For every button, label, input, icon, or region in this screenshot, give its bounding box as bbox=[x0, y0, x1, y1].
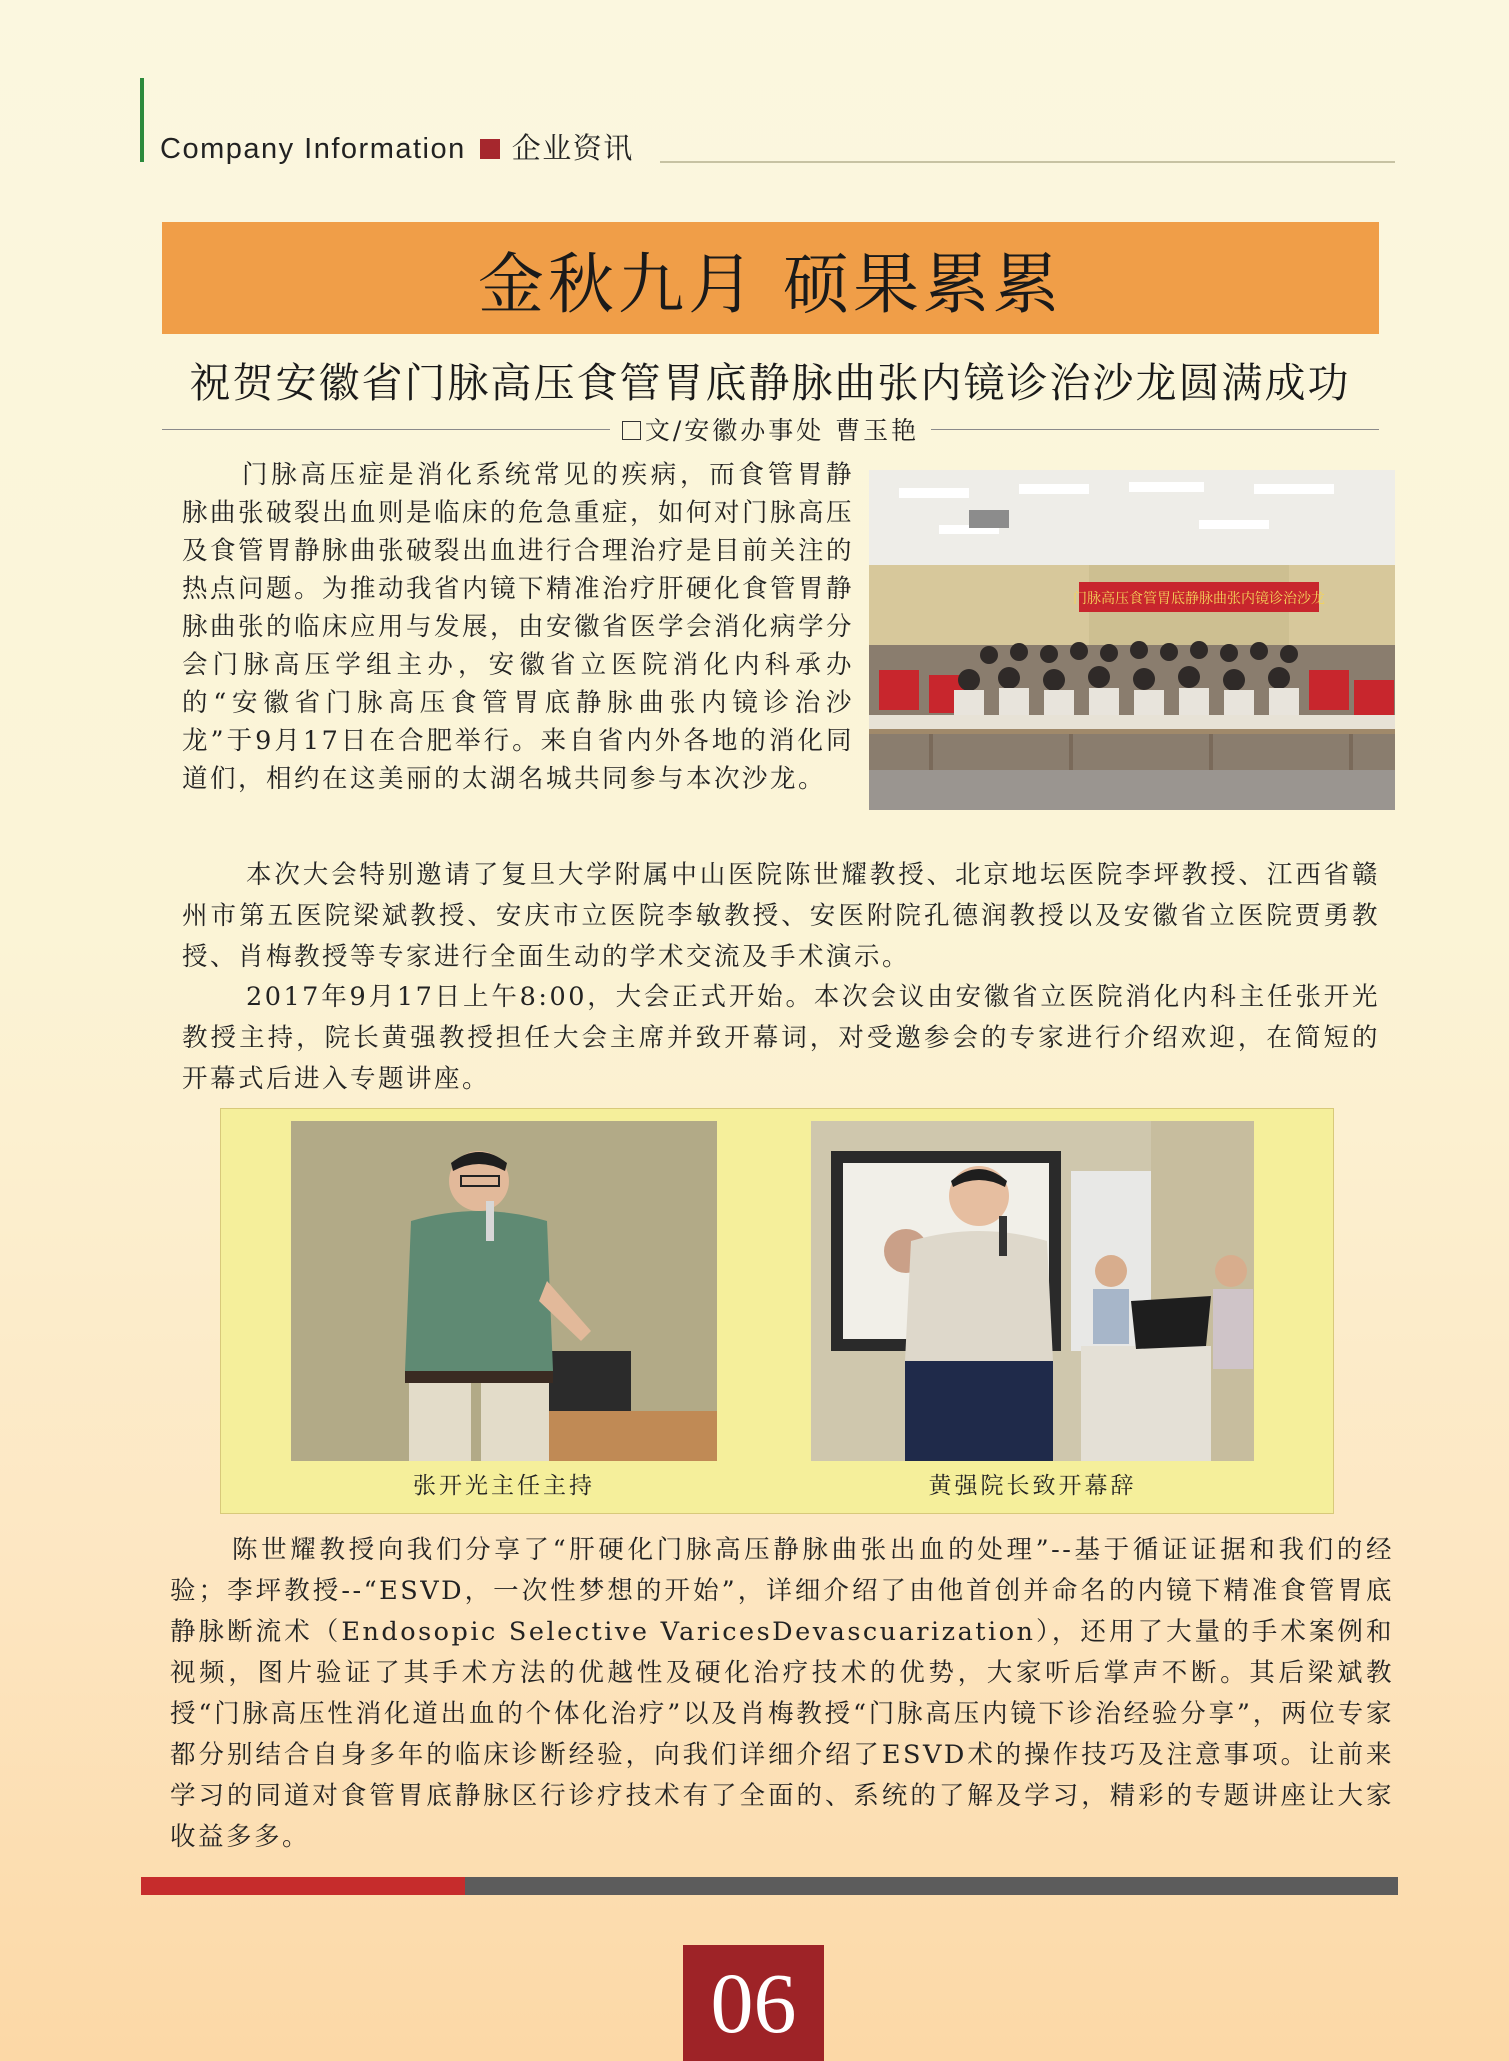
section-header bbox=[160, 126, 634, 167]
president-speech-photo bbox=[811, 1121, 1254, 1461]
photo-caption-1: 张开光主任主持 bbox=[413, 1473, 595, 1499]
header-rule bbox=[660, 161, 1395, 163]
host-speaking-photo bbox=[291, 1121, 717, 1461]
conference-audience-photo bbox=[869, 470, 1395, 810]
byline bbox=[610, 411, 931, 447]
title-banner bbox=[162, 222, 1379, 334]
article-paragraph-3: 2017年9月17日上午8:00，大会正式开始。本次会议由安徽省立医院消化内科主任张开光教授主持，院长黄强教授担任大会主席并致开幕词，对受邀参会的专家进行介绍欢迎，在简短的开幕式后进入专题讲座。 bbox=[182, 982, 1380, 1094]
byline-rule-right bbox=[931, 429, 1379, 430]
section-label-cn: 企业资讯 bbox=[511, 133, 634, 165]
footer-bar-red bbox=[141, 1877, 465, 1895]
article-paragraph-2: 本次大会特别邀请了复旦大学附属中山医院陈世耀教授、北京地坛医院李坪教授、江西省赣州市第五医院梁斌教授、安庆市立医院李敏教授、安医附院孔德润教授以及安徽省立医院贾勇教授、肖梅教授等专家进行全面生动的学术交流及手术演示。 bbox=[182, 860, 1380, 972]
square-bullet-icon bbox=[480, 139, 500, 159]
header-accent-line bbox=[140, 78, 144, 162]
section-label-en: Company Information bbox=[160, 133, 466, 165]
byline-rule-left bbox=[162, 429, 610, 430]
page-title: 金秋九月 硕果累累 bbox=[478, 245, 1063, 323]
page-number: 06 bbox=[683, 1945, 824, 2061]
article-paragraph-1: 门脉高压症是消化系统常见的疾病，而食管胃静脉曲张破裂出血则是临床的危急重症，如何对门脉高压及食管胃静脉曲张破裂出血进行合理治疗是目前关注的热点问题。为推动我省内镜下精准治疗肝硬化食管胃静脉曲张的临床应用与发展，由安徽省医学会消化病学分会门脉高压学组主办，安徽省立医院消化内科承办的“安徽省门脉高压食管胃底静脉曲张内镜诊治沙龙”于9月17日在合肥举行。来自省内外各地的消化同道们，相约在这美丽的太湖名城共同参与本次沙龙。 bbox=[182, 460, 855, 794]
article-subtitle: 祝贺安徽省门脉高压食管胃底静脉曲张内镜诊治沙龙圆满成功 bbox=[189, 359, 1351, 407]
byline-text: 文/安徽办事处 曹玉艳 bbox=[644, 416, 920, 445]
byline-row bbox=[162, 413, 1379, 445]
checkbox-icon bbox=[622, 421, 641, 440]
article-paragraph-4: 陈世耀教授向我们分享了“肝硬化门脉高压静脉曲张出血的处理”--基于循证证据和我们的经验；李坪教授--“ESVD，一次性梦想的开始”，详细介绍了由他首创并命名的内镜下精准食管胃底静脉断流术（Endosopic Selective VaricesDevascuarization），还用了大量的手术案例和视频，图片验证了其手术方法的优越性及硬化治疗技术的优势，大家听后掌声不断。其后梁斌教授“门脉高压性消化道出血的个体化治疗”以及肖梅教授“门脉高压内镜下诊治经验分享”，两位专家都分别结合自身多年的临床诊断经验，向我们详细介绍了ESVD术的操作技巧及注意事项。让前来学习的同道对食管胃底静脉区行诊疗技术有了全面的、系统的了解及学习，精彩的专题讲座让大家收益多多。 bbox=[170, 1535, 1394, 1852]
footer-bar-grey bbox=[465, 1877, 1398, 1895]
photo-caption-2: 黄强院长致开幕辞 bbox=[928, 1473, 1137, 1499]
svg-text:门脉高压食管胃底静脉曲张内镜诊治沙龙: 门脉高压食管胃底静脉曲张内镜诊治沙龙 bbox=[1073, 591, 1325, 607]
